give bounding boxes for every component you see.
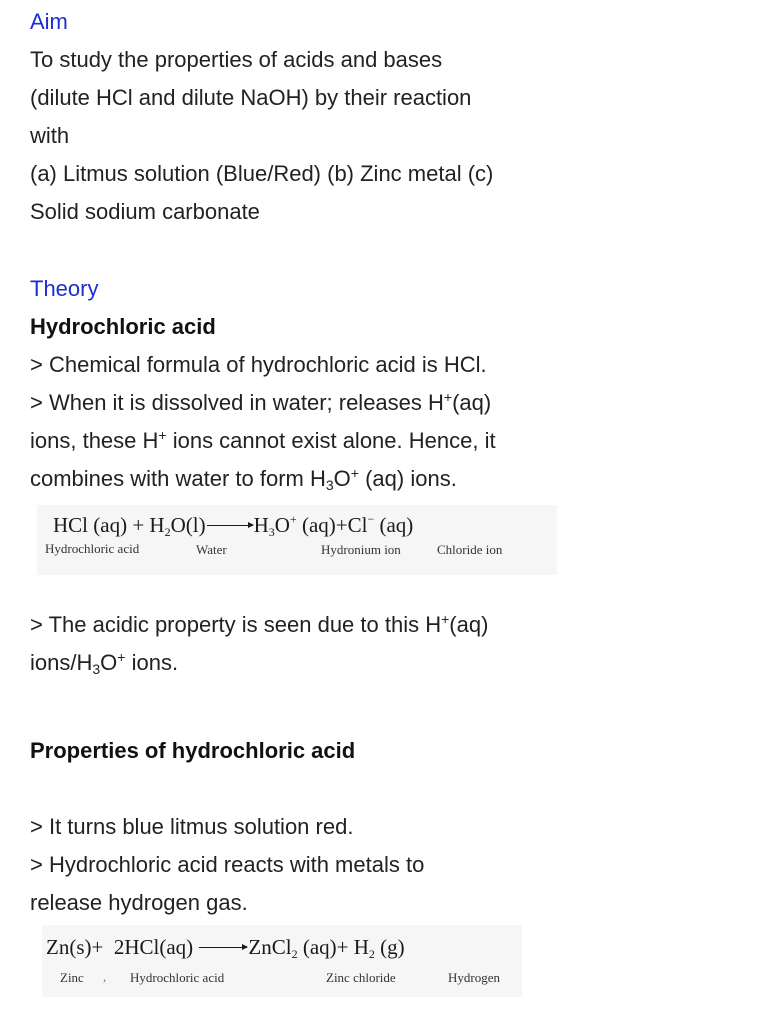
- label-hydrochloric-acid: Hydrochloric acid: [45, 541, 140, 556]
- acidic-line: ions/$H_3O^+$ ions.: [30, 649, 179, 677]
- ions-line: ions, these H+ ions cannot exist alone. Hence, it: [30, 427, 496, 453]
- acidic-line: > The acidic property is seen due to this H+(aq): [30, 611, 489, 637]
- property-line: release hydrogen gas.: [30, 890, 248, 915]
- property-line: > It turns blue litmus solution red.: [30, 814, 354, 839]
- aim-line: (a) Litmus solution (Blue/Red) (b) Zinc metal (c): [30, 161, 494, 186]
- combine-line: combines with water to form $H_3O^+$ (aq) ions.: [30, 465, 457, 493]
- label-chloride-ion: Chloride ion: [437, 542, 503, 557]
- label-water: Water: [196, 542, 227, 557]
- properties-section: [30, 808, 730, 922]
- release-line: > When it is dissolved in water; releases H+(aq): [30, 389, 492, 415]
- aim-line: Solid sodium carbonate: [30, 199, 260, 224]
- label-zinc-chloride: Zinc chloride: [326, 970, 396, 985]
- theory-heading: Theory: [30, 276, 99, 301]
- acidic-property-section: [30, 606, 730, 682]
- zinc-hcl-equation: [42, 925, 522, 997]
- equation-formula: Zn(s)+ 2HCl(aq) ZnCl$_2$ $(aq)+ H_2$ (g): [46, 935, 405, 961]
- equation-formula: HCl $(aq) + H_2O(l)$ $H_3O^+$ (aq)+Cl− (aq): [53, 512, 414, 539]
- theory-section: [30, 270, 730, 498]
- hcl-subheading: Hydrochloric acid: [30, 314, 216, 339]
- dot-separator: ,: [103, 969, 107, 984]
- property-line: > Hydrochloric acid reacts with metals to: [30, 852, 425, 877]
- formula-line: > Chemical formula of hydrochloric acid is HCl.: [30, 352, 487, 377]
- aim-line: To study the properties of acids and bases: [30, 47, 443, 72]
- aim-section: [30, 3, 730, 231]
- properties-heading: Properties of hydrochloric acid: [30, 738, 356, 763]
- aim-line: (dilute HCl and dilute NaOH) by their reaction: [30, 85, 472, 110]
- hcl-dissociation-equation: [37, 505, 557, 575]
- label-hydronium-ion: Hydronium ion: [321, 542, 401, 557]
- aim-line: with: [30, 123, 70, 148]
- label-zinc: Zinc: [60, 970, 84, 985]
- label-hydrogen: Hydrogen: [448, 970, 500, 985]
- label-hydrochloric-acid: Hydrochloric acid: [130, 970, 225, 985]
- properties-heading-block: [30, 732, 730, 770]
- aim-heading: Aim: [30, 9, 68, 34]
